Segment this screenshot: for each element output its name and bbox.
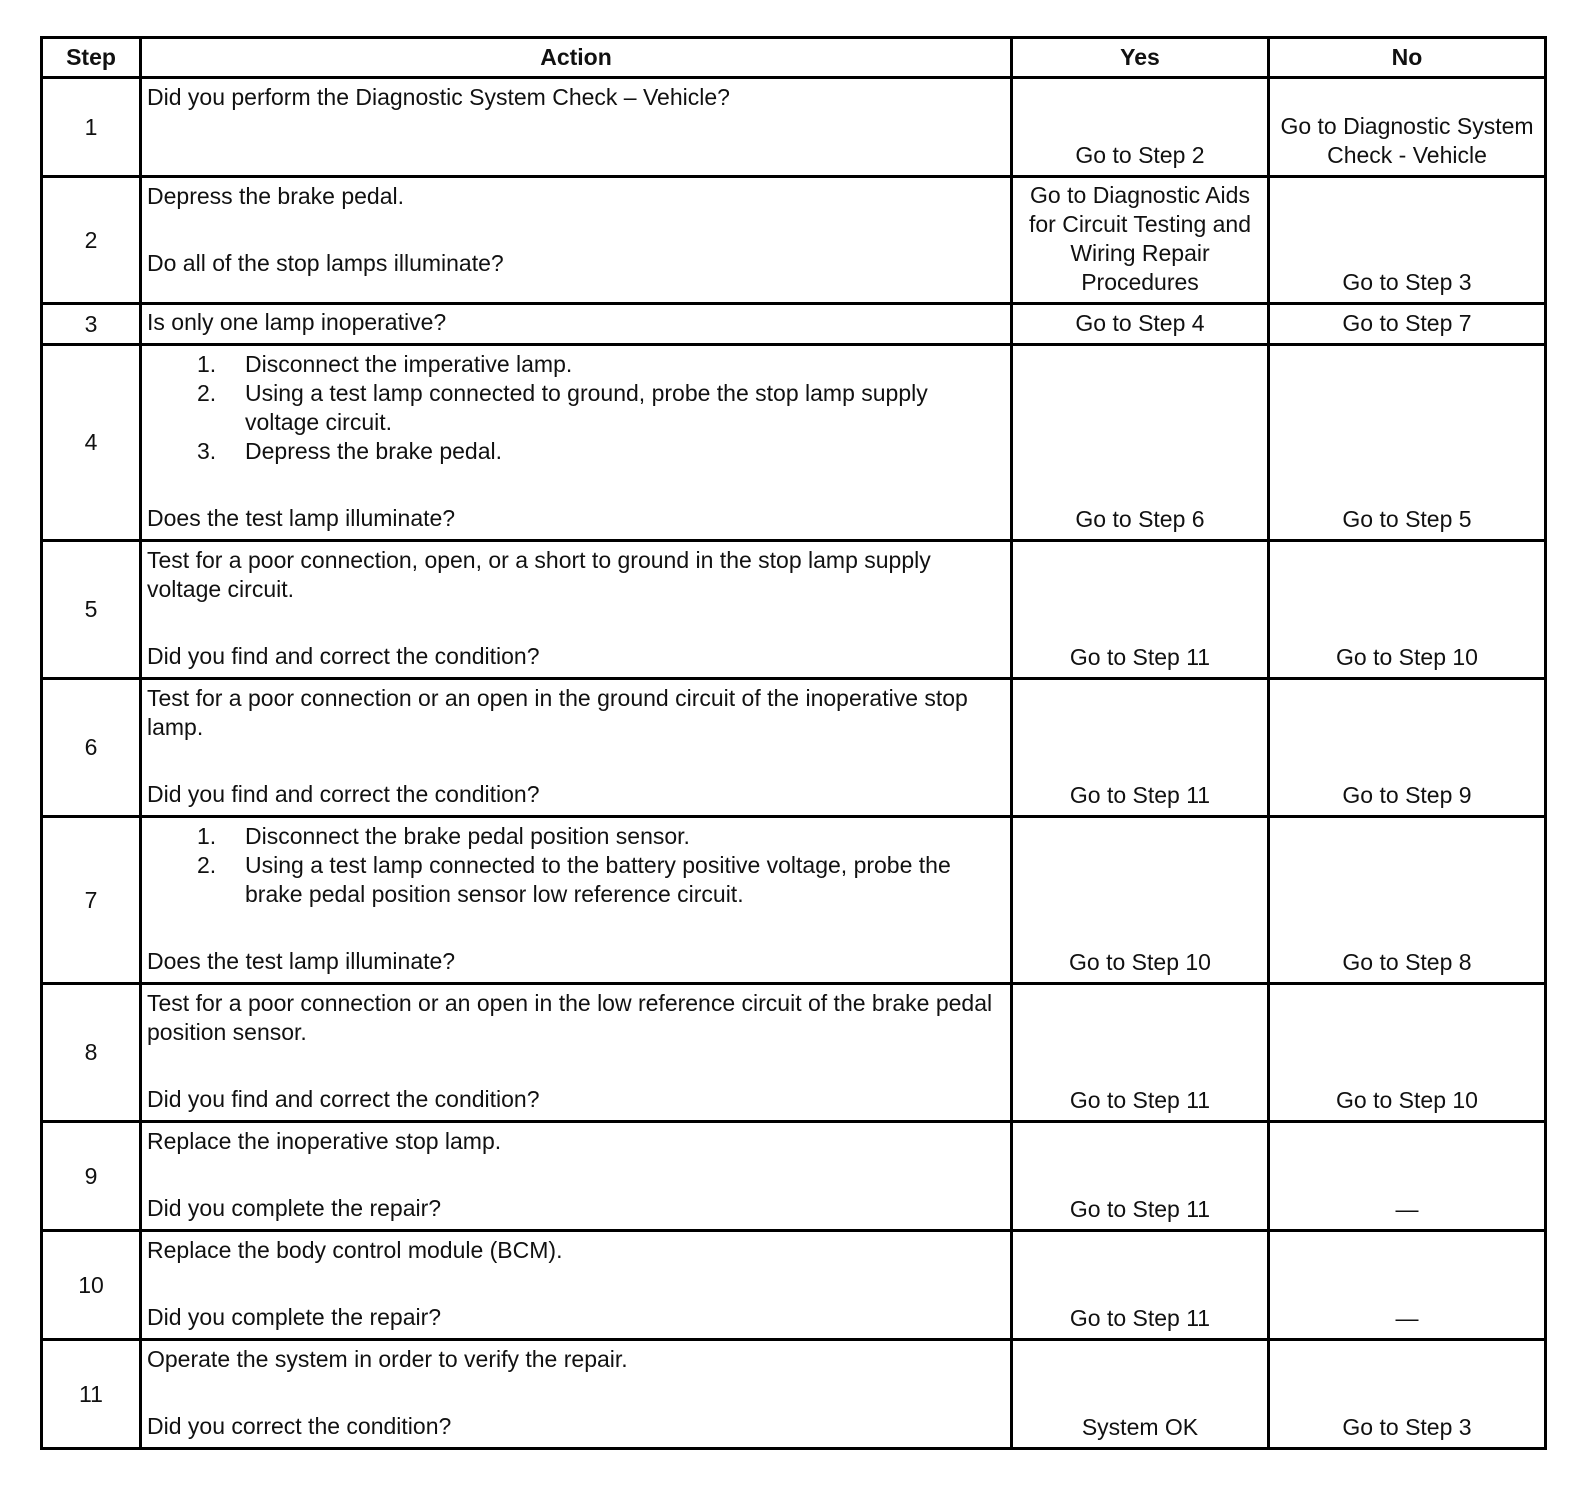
step-number: 6 [42, 679, 141, 817]
list-number: 1. [197, 351, 217, 377]
action-text: Replace the body control module (BCM). [147, 1237, 563, 1263]
yes-result: Go to Step 4 [1012, 304, 1269, 345]
action-cell [141, 1340, 1012, 1449]
action-question: Did you correct the condition? [147, 1413, 452, 1439]
action-cell [141, 1122, 1012, 1231]
action-cell [141, 304, 1012, 345]
list-text: Depress the brake pedal. [245, 438, 502, 464]
table-row [42, 1340, 1546, 1449]
list-number: 3. [197, 438, 217, 464]
action-text: Test for a poor connection or an open in the ground circuit of the inoperative stop lamp. [147, 685, 968, 740]
list-text: Using a test lamp connected to ground, probe the stop lamp supply voltage circuit. [245, 380, 928, 435]
yes-result: Go to Step 10 [1012, 817, 1269, 984]
action-text: Replace the inoperative stop lamp. [147, 1128, 502, 1154]
yes-result: Go to Step 11 [1012, 1122, 1269, 1231]
no-result: Go to Step 9 [1269, 679, 1546, 817]
step-number: 3 [42, 304, 141, 345]
step-number: 11 [42, 1340, 141, 1449]
table-row [42, 679, 1546, 817]
action-text: Operate the system in order to verify the repair. [147, 1346, 628, 1372]
action-text: Depress the brake pedal. [147, 183, 404, 209]
action-cell [141, 345, 1012, 541]
step-number: 1 [42, 78, 141, 177]
list-item [147, 350, 1004, 379]
table-row [42, 304, 1546, 345]
table-row [42, 78, 1546, 177]
no-result: Go to Step 5 [1269, 345, 1546, 541]
no-result: — [1269, 1231, 1546, 1340]
list-number: 2. [197, 380, 217, 406]
no-result: Go to Step 3 [1269, 1340, 1546, 1449]
list-number: 2. [197, 852, 217, 878]
action-question: Did you find and correct the condition? [147, 781, 540, 807]
header-step: Step [42, 38, 141, 78]
list-item [147, 437, 1004, 466]
action-text: Is only one lamp inoperative? [147, 309, 447, 335]
no-result: Go to Step 3 [1269, 177, 1546, 304]
step-number: 8 [42, 984, 141, 1122]
action-question: Did you complete the repair? [147, 1304, 442, 1330]
step-number: 2 [42, 177, 141, 304]
action-question: Do all of the stop lamps illuminate? [147, 250, 504, 276]
procedure-list [147, 822, 1004, 909]
action-question: Did you find and correct the condition? [147, 643, 540, 669]
action-text: Test for a poor connection, open, or a short to ground in the stop lamp supply voltage circuit. [147, 547, 931, 602]
table-row [42, 984, 1546, 1122]
list-item [147, 851, 1004, 909]
no-result: Go to Step 7 [1269, 304, 1546, 345]
yes-result: Go to Step 6 [1012, 345, 1269, 541]
action-question: Did you find and correct the condition? [147, 1086, 540, 1112]
yes-result: Go to Step 11 [1012, 1231, 1269, 1340]
action-cell [141, 78, 1012, 177]
no-result: Go to Step 10 [1269, 541, 1546, 679]
yes-result: Go to Step 11 [1012, 984, 1269, 1122]
header-row [42, 38, 1546, 78]
action-text: Test for a poor connection or an open in the low reference circuit of the brake pedal position sensor. [147, 990, 993, 1045]
header-no: No [1269, 38, 1546, 78]
yes-result: Go to Step 2 [1012, 78, 1269, 177]
action-cell [141, 984, 1012, 1122]
list-item [147, 379, 1004, 437]
list-text: Using a test lamp connected to the battery positive voltage, probe the brake pedal position sensor low reference circuit. [245, 852, 951, 907]
list-item [147, 822, 1004, 851]
table-row [42, 177, 1546, 304]
action-cell [141, 1231, 1012, 1340]
action-cell [141, 177, 1012, 304]
procedure-list [147, 350, 1004, 466]
yes-result: Go to Step 11 [1012, 679, 1269, 817]
table-row [42, 1231, 1546, 1340]
no-result: Go to Diagnostic System Check - Vehicle [1269, 78, 1546, 177]
list-number: 1. [197, 823, 217, 849]
yes-result: System OK [1012, 1340, 1269, 1449]
step-number: 10 [42, 1231, 141, 1340]
step-number: 7 [42, 817, 141, 984]
action-cell [141, 541, 1012, 679]
action-question: Does the test lamp illuminate? [147, 948, 456, 974]
step-number: 4 [42, 345, 141, 541]
yes-result: Go to Step 11 [1012, 541, 1269, 679]
step-number: 9 [42, 1122, 141, 1231]
header-action: Action [141, 38, 1012, 78]
action-question: Does the test lamp illuminate? [147, 505, 456, 531]
step-number: 5 [42, 541, 141, 679]
action-question: Did you complete the repair? [147, 1195, 442, 1221]
header-yes: Yes [1012, 38, 1269, 78]
no-result: Go to Step 10 [1269, 984, 1546, 1122]
table-row [42, 1122, 1546, 1231]
diagnostic-table [40, 36, 1547, 1450]
no-result: Go to Step 8 [1269, 817, 1546, 984]
table-row [42, 541, 1546, 679]
table-row [42, 817, 1546, 984]
no-result: — [1269, 1122, 1546, 1231]
table-row [42, 345, 1546, 541]
action-cell [141, 817, 1012, 984]
action-cell [141, 679, 1012, 817]
yes-result: Go to Diagnostic Aids for Circuit Testing and Wiring Repair Procedures [1012, 177, 1269, 304]
list-text: Disconnect the imperative lamp. [245, 351, 573, 377]
list-text: Disconnect the brake pedal position sensor. [245, 823, 690, 849]
action-text: Did you perform the Diagnostic System Check – Vehicle? [147, 84, 730, 110]
